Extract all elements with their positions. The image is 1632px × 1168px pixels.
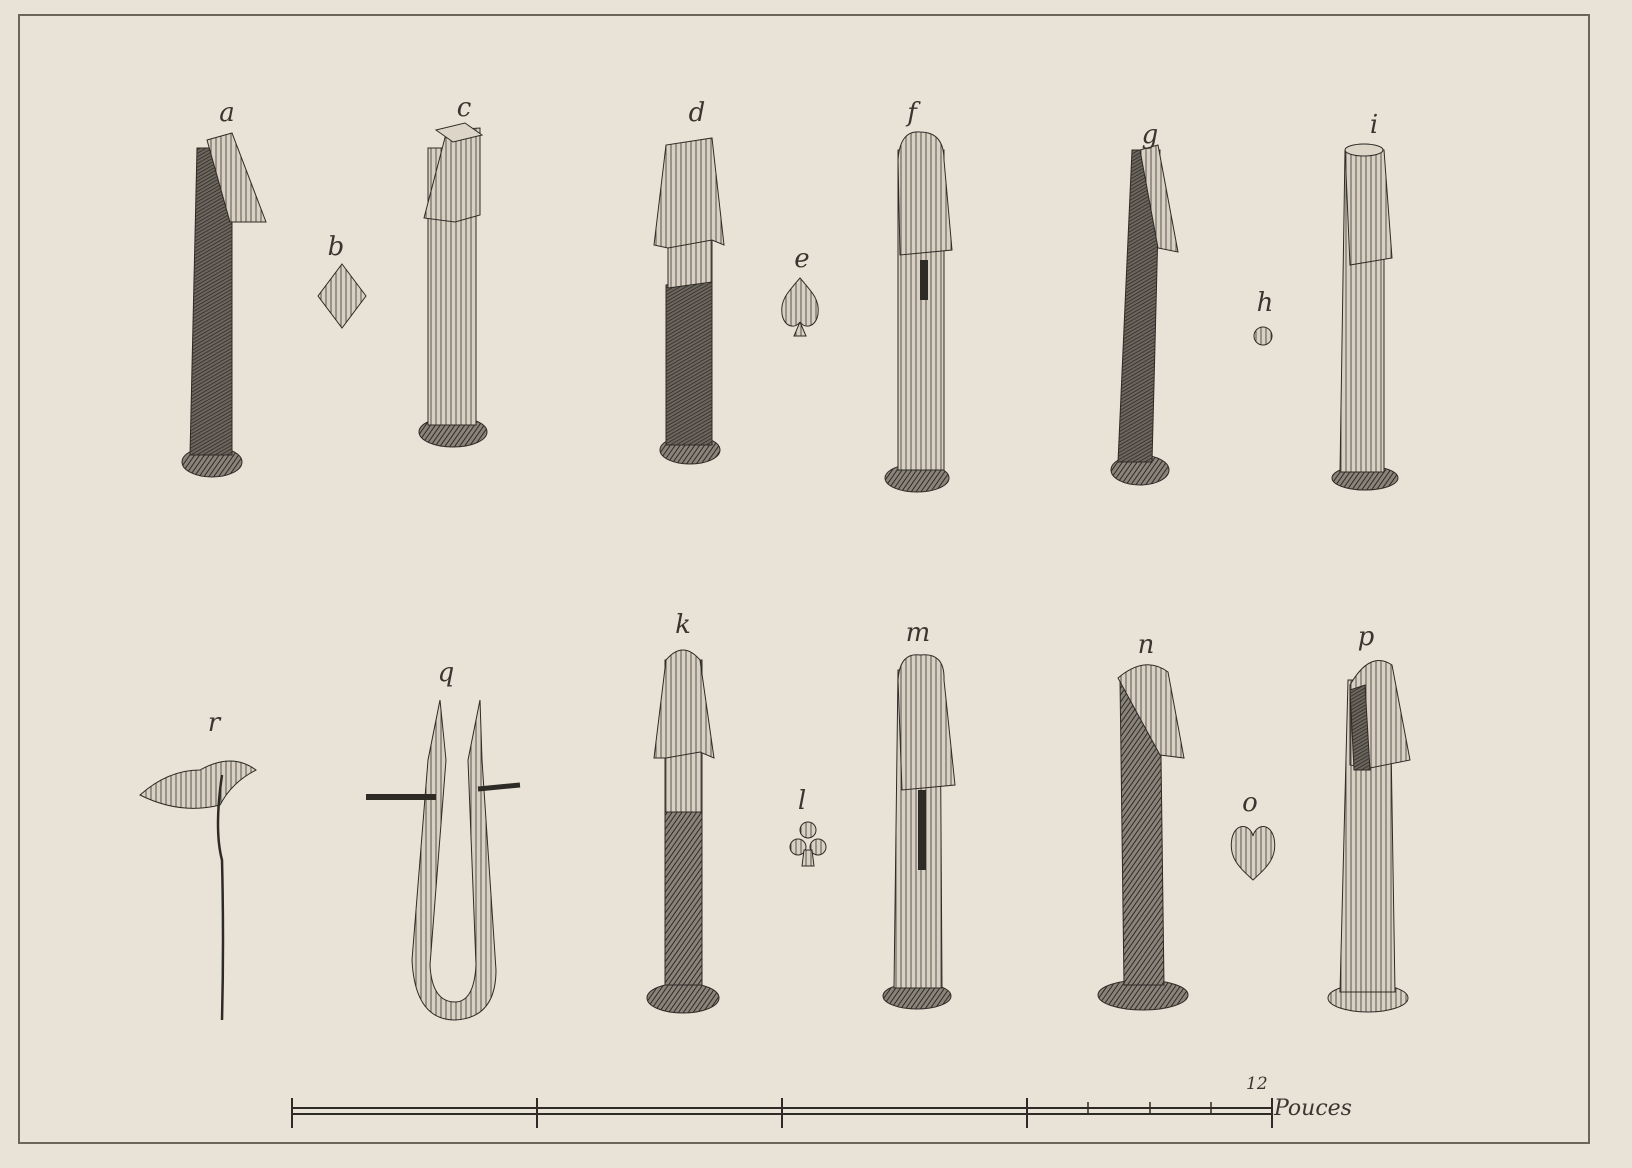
figure-o (1231, 827, 1275, 881)
figure-f (885, 132, 952, 492)
label-d: d (688, 98, 706, 128)
figure-r (140, 761, 256, 1020)
scale-bar (292, 1098, 1272, 1128)
figure-l (790, 822, 826, 866)
label-l: l (797, 786, 807, 816)
figure-i (1332, 144, 1398, 490)
figure-h (1254, 327, 1272, 345)
figure-c (419, 123, 487, 447)
label-f: f (907, 98, 917, 128)
label-k: k (675, 610, 691, 640)
label-i: i (1369, 110, 1379, 140)
figure-b (318, 264, 366, 328)
figure-n (1098, 665, 1188, 1010)
label-p: p (1357, 622, 1375, 652)
figure-g (1111, 145, 1178, 485)
figure-p (1328, 661, 1410, 1013)
scale-unit: Pouces (1274, 1096, 1352, 1121)
figure-k (647, 650, 719, 1013)
label-e: e (794, 244, 810, 274)
label-q: q (437, 658, 455, 688)
label-m: m (905, 618, 931, 648)
figure-m (883, 655, 955, 1009)
label-h: h (1256, 288, 1274, 318)
figure-e (782, 278, 819, 336)
figure-a (182, 133, 266, 477)
figure-d (654, 138, 724, 464)
label-o: o (1242, 788, 1258, 818)
scale-number: 12 (1246, 1074, 1268, 1094)
label-r: r (207, 708, 221, 738)
figure-q (366, 700, 520, 1020)
label-b: b (327, 232, 345, 262)
label-g: g (1141, 120, 1159, 150)
label-n: n (1137, 630, 1155, 660)
label-a: a (219, 98, 235, 128)
label-c: c (456, 93, 472, 123)
